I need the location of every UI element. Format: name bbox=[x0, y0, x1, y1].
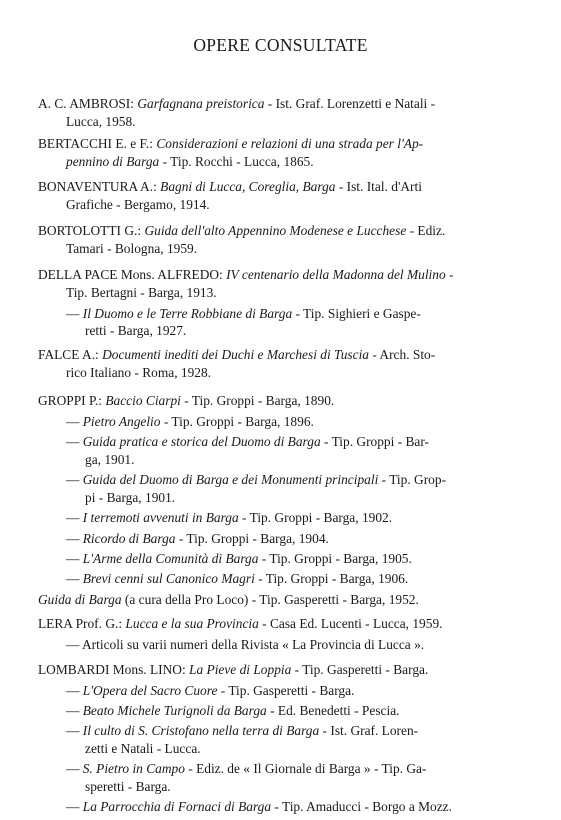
bib-text: pi - Barga, 1901. bbox=[85, 490, 176, 505]
work-title: Lucca e la sua Provincia bbox=[125, 616, 259, 631]
bib-line bbox=[66, 570, 408, 587]
work-title: Garfagnana preistorica bbox=[137, 96, 265, 111]
page-title: OPERE CONSULTATE bbox=[193, 35, 368, 55]
bib-text: — bbox=[66, 683, 83, 698]
bib-line bbox=[66, 153, 314, 170]
bib-text: BORTOLOTTI G.: bbox=[38, 223, 145, 238]
bib-text: - Tip. Groppi - Barga, 1906. bbox=[254, 571, 409, 586]
bib-text: - Tip. Groppi - Barga, 1904. bbox=[175, 531, 329, 546]
bib-line bbox=[66, 364, 211, 381]
bib-text: LERA Prof. G.: bbox=[38, 616, 126, 631]
bib-text: - Ist. Ital. d'Arti bbox=[335, 179, 422, 194]
bib-text: - Tip. Groppi - Bar- bbox=[320, 434, 430, 449]
bib-text: ga, 1901. bbox=[85, 452, 135, 467]
bib-line bbox=[66, 196, 210, 213]
work-title: pennino di Barga bbox=[66, 154, 160, 169]
work-title: Bagni di Lucca, Coreglia, Barga bbox=[160, 179, 336, 194]
bib-text: Grafiche - Bergamo, 1914. bbox=[66, 197, 210, 212]
bib-line bbox=[38, 135, 423, 152]
bib-line bbox=[85, 740, 201, 757]
bib-text: - Tip. Amaducci - Borgo a Mozz. bbox=[271, 799, 452, 814]
work-title: Pietro Angelio bbox=[82, 414, 161, 429]
bib-text: Tip. Bertagni - Barga, 1913. bbox=[66, 285, 217, 300]
bib-line bbox=[38, 222, 445, 239]
bib-line bbox=[38, 178, 422, 195]
work-title: L'Opera del Sacro Cuore bbox=[82, 683, 218, 698]
bib-text: - Ist. Graf. Loren- bbox=[319, 723, 419, 738]
bib-text: — bbox=[66, 799, 83, 814]
work-title: S. Pietro in Campo bbox=[82, 761, 185, 776]
bib-line bbox=[66, 433, 429, 450]
bib-text: - Casa Ed. Lucenti - Lucca, 1959. bbox=[258, 616, 443, 631]
bib-line bbox=[85, 322, 186, 339]
bib-text: FALCE A.: bbox=[38, 347, 103, 362]
bib-line bbox=[38, 266, 453, 283]
bib-line bbox=[38, 591, 419, 608]
bib-text: - Tip. Rocchi - Lucca, 1865. bbox=[159, 154, 314, 169]
bib-line bbox=[66, 240, 197, 257]
bib-text: - Ist. Graf. Lorenzetti e Natali - bbox=[264, 96, 436, 111]
bib-text: — bbox=[66, 510, 83, 525]
bib-line bbox=[66, 682, 354, 699]
work-title: IV centenario della Madonna del Mulino bbox=[226, 267, 446, 282]
bib-text: speretti - Barga. bbox=[85, 779, 171, 794]
bib-text: - Tip. Sighieri e Gaspe- bbox=[292, 306, 421, 321]
bib-line bbox=[38, 392, 334, 409]
bib-text: — bbox=[66, 571, 83, 586]
bib-line bbox=[66, 471, 446, 488]
bib-text: - Ed. Benedetti - Pescia. bbox=[266, 703, 400, 718]
bib-line bbox=[66, 530, 329, 547]
bib-text: zetti e Natali - Lucca. bbox=[85, 741, 201, 756]
work-title: I terremoti avvenuti in Barga bbox=[82, 510, 239, 525]
bib-text: — bbox=[66, 723, 83, 738]
bib-text: - Tip. Groppi - Barga, 1902. bbox=[238, 510, 393, 525]
work-title: Il Duomo e le Terre Robbiane di Barga bbox=[82, 306, 293, 321]
bib-line bbox=[66, 702, 399, 719]
bib-line bbox=[66, 413, 314, 430]
bib-text: — bbox=[66, 761, 83, 776]
bib-line bbox=[85, 778, 171, 795]
work-title: L'Arme della Comunità di Barga bbox=[82, 551, 259, 566]
bib-text: — bbox=[66, 531, 83, 546]
bib-line bbox=[66, 305, 421, 322]
bib-line bbox=[85, 451, 134, 468]
bib-text: - Tip. Grop- bbox=[378, 472, 447, 487]
bib-line bbox=[38, 95, 435, 112]
bib-line bbox=[66, 509, 392, 526]
work-title: Il culto di S. Cristofano nella terra di Barga bbox=[82, 723, 320, 738]
bib-text: — bbox=[66, 472, 83, 487]
bib-text: rico Italiano - Roma, 1928. bbox=[66, 365, 212, 380]
bib-text: - bbox=[445, 267, 454, 282]
bib-text: - Ediz. bbox=[406, 223, 446, 238]
bib-text: LOMBARDI Mons. LINO: bbox=[38, 662, 190, 677]
work-title: Considerazioni e relazioni di una strada per l'Ap- bbox=[156, 136, 424, 151]
bib-text: Lucca, 1958. bbox=[66, 114, 136, 129]
bib-text: — bbox=[66, 551, 83, 566]
bib-text: — bbox=[66, 414, 83, 429]
bib-text: BERTACCHI E. e F.: bbox=[38, 136, 157, 151]
bib-text: - Ediz. de « Il Giornale di Barga » - Tip. Ga- bbox=[184, 761, 427, 776]
bib-line bbox=[66, 798, 452, 815]
bib-line bbox=[66, 284, 217, 301]
bib-text: — bbox=[66, 703, 83, 718]
bib-text: BONAVENTURA A.: bbox=[38, 179, 161, 194]
bib-line bbox=[38, 615, 443, 632]
bib-line bbox=[66, 722, 418, 739]
work-title: La Pieve di Loppia bbox=[189, 662, 292, 677]
bib-line bbox=[66, 113, 136, 130]
bib-text: DELLA PACE Mons. ALFREDO: bbox=[38, 267, 227, 282]
work-title: Documenti inediti dei Duchi e Marchesi di Tuscia bbox=[102, 347, 370, 362]
bib-text: Tamari - Bologna, 1959. bbox=[66, 241, 198, 256]
work-title: Guida dell'alto Appennino Modenese e Lucchese bbox=[144, 223, 407, 238]
bib-text: - Arch. Sto- bbox=[369, 347, 436, 362]
bib-text: - Tip. Gasperetti - Barga. bbox=[217, 683, 355, 698]
bib-line bbox=[66, 636, 424, 653]
work-title: La Parrocchia di Fornaci di Barga bbox=[82, 799, 272, 814]
bib-line bbox=[38, 661, 428, 678]
bib-text: - Tip. Groppi - Barga, 1896. bbox=[160, 414, 314, 429]
bib-line bbox=[66, 550, 412, 567]
bib-line bbox=[38, 346, 435, 363]
bib-text: A. C. AMBROSI: bbox=[38, 96, 138, 111]
bib-text: retti - Barga, 1927. bbox=[85, 323, 187, 338]
bib-text: — bbox=[66, 306, 83, 321]
bib-text: — Articoli su varii numeri della Rivista « La Provincia di Lucca ». bbox=[66, 637, 425, 652]
bib-text: - Tip. Groppi - Barga, 1890. bbox=[180, 393, 335, 408]
bib-line bbox=[85, 489, 175, 506]
bib-text: - Tip. Groppi - Barga, 1905. bbox=[258, 551, 412, 566]
bib-line bbox=[66, 760, 426, 777]
bib-text: GROPPI P.: bbox=[38, 393, 106, 408]
work-title: Ricordo di Barga bbox=[82, 531, 176, 546]
work-title: Guida di Barga bbox=[38, 592, 122, 607]
bib-text: — bbox=[66, 434, 83, 449]
work-title: Beato Michele Turignoli da Barga bbox=[82, 703, 267, 718]
work-title: Guida pratica e storica del Duomo di Barga bbox=[82, 434, 321, 449]
bib-text: (a cura della Pro Loco) - Tip. Gasperetti - Barga, 1952. bbox=[121, 592, 419, 607]
work-title: Baccio Ciarpi bbox=[105, 393, 181, 408]
work-title: Brevi cenni sul Canonico Magri bbox=[82, 571, 255, 586]
work-title: Guida del Duomo di Barga e dei Monumenti principali bbox=[82, 472, 379, 487]
bib-text: - Tip. Gasperetti - Barga. bbox=[291, 662, 429, 677]
